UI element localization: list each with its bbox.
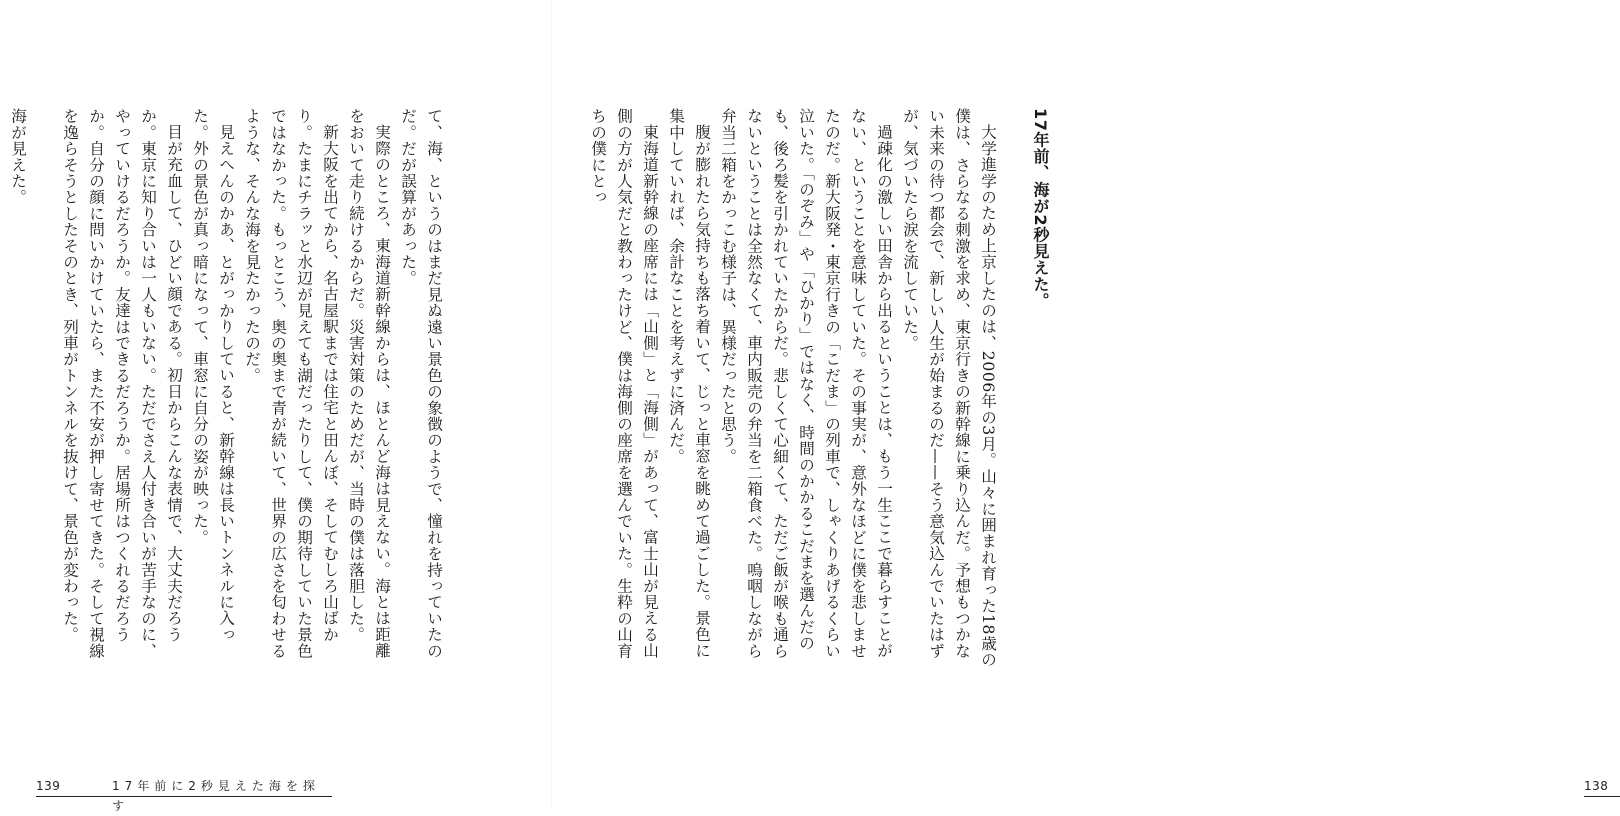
paragraph: 腹が膨れたら気持ちも落ち着いて、じっと車窓を眺めて過ごした。景色に集中していれば、余計なことを考えずに済んだ。 xyxy=(667,108,711,659)
paragraph: 新大阪を出てから、名古屋駅までは住宅と田んぼ、そしてむしろ山ばかり。たまにチラッと水辺が見えても湖だったりして、僕の期待していた景色ではなかった。もっとこう、奥の奥まで青が続いて、世界の広さを匂わせるような、そんな海を見たかったのだ。 xyxy=(243,108,339,659)
paragraph: 実際のところ、東海道新幹線からは、ほとんど海は見えない。海とは距離をおいて走り続けるからだ。災害対策のためだが、当時の僕は落胆した。 xyxy=(347,108,391,659)
paragraph: 過疎化の激しい田舎から出るということは、もう一生ここで暮らすことがない、ということを意味していた。その事実が、意外なほどに僕を悲しませたのだ。新大阪発・東京行きの「こだま」の列車で、しゃくりあげるくらい泣いた。「のぞみ」や「ひかり」ではなく、時間のかかるこだまを選んだのも、後ろ髪を引かれていたからだ。悲しくて心細くて、ただご飯が喉も通らないということは全然なくて、車内販売の弁当を二箱食べた。嗚咽しながら弁当二箱をかっこむ様子は、異様だったと思う。 xyxy=(719,108,893,659)
left-page-footer xyxy=(36,774,332,813)
paragraph: 目が充血して、ひどい顔である。初日からこんな表情で、大丈夫だろうか。東京に知り合いは一人もいない。ただでさえ人付き合いが苦手なのに、やっていけるだろうか。友達はできるだろうか。居場所はつくれるだろうか。自分の顔に問いかけていたら、また不安が押し寄せてきた。そして視線を逸らそうとしたそのとき、列車がトンネルを抜けて、景色が変わった。 xyxy=(61,108,183,659)
paragraph: 見えへんのかあ、とがっかりしていると、新幹線は長いトンネルに入った。外の景色が真っ暗になって、車窓に自分の姿が映った。 xyxy=(191,108,235,642)
right-page-footer xyxy=(1584,774,1620,797)
paragraph: て、海、というのはまだ見ぬ遠い景色の象徴のようで、憧れを持っていたのだ。だが誤算があった。 xyxy=(399,108,443,659)
section-heading: 17年前、海が2秒見えた。 xyxy=(1031,108,1050,310)
page-gutter xyxy=(551,0,552,810)
closing-line: 海が見えた。 xyxy=(9,108,27,206)
right-page xyxy=(552,0,1609,810)
left-page-body xyxy=(5,108,447,668)
right-page-body xyxy=(585,108,1053,668)
running-title: 17年前に2秒見えた海を探す xyxy=(112,779,320,813)
paragraph: 東海道新幹線の座席には「山側」と「海側」があって、富士山が見える山側の方が人気だと教わったけど、僕は海側の座席を選んでいた。生粋の山育ちの僕にとっ xyxy=(589,108,659,659)
page-number: 139 xyxy=(36,779,61,793)
page-number: 138 xyxy=(1584,779,1609,793)
left-page xyxy=(0,0,551,813)
paragraph: 大学進学のため上京したのは、2006年の3月。山々に囲まれ育った18歳の僕は、さらなる刺激を求め、東京行きの新幹線に乗り込んだ。予想もつかない未来の待つ都会で、新しい人生が始まるのだ——そう意気込んでいたはずが、気づいたら涙を流していた。 xyxy=(901,108,997,668)
